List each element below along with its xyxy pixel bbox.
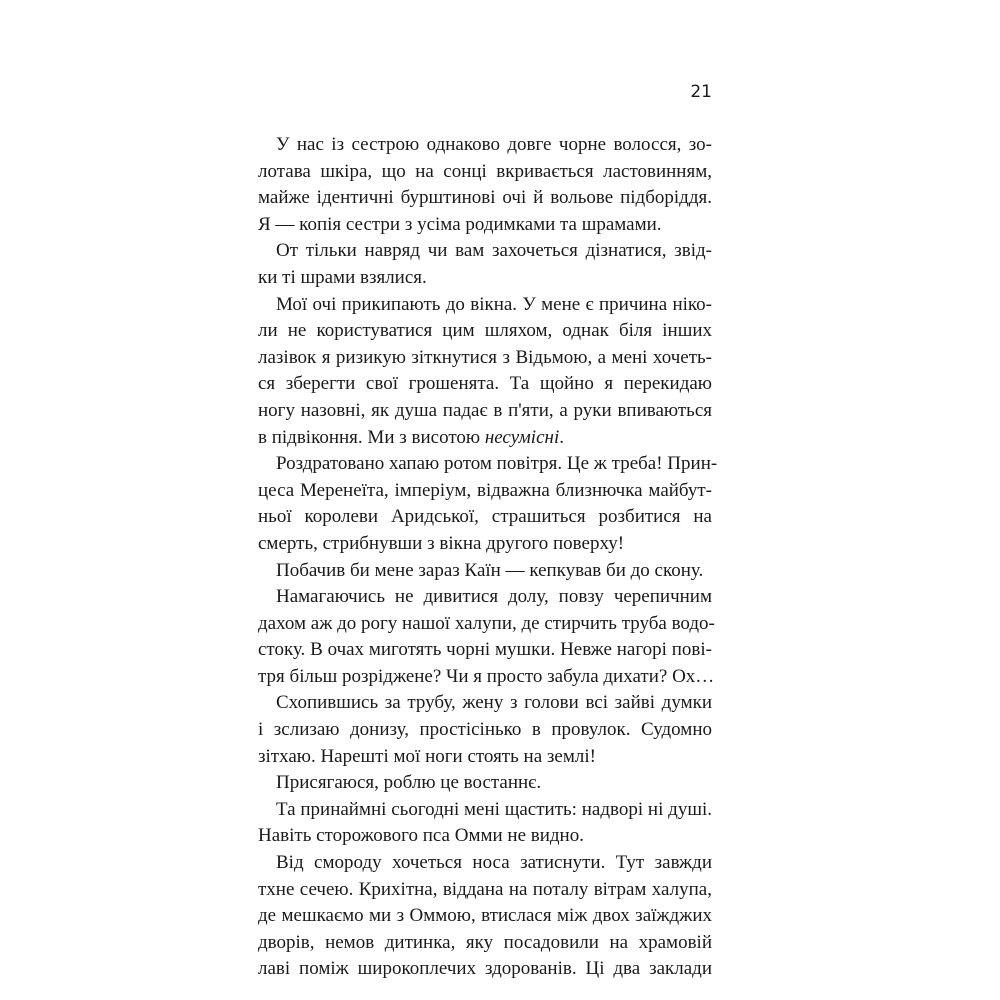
text-line: ногу назовні, як душа падає в п'яти, а руки впиваються <box>258 399 712 421</box>
text-line: тря більш розріджене? Чи я просто забула дихати? Ох… <box>258 665 715 687</box>
text-line: цеса Меренеїта, імперіум, відважна близнючка майбут- <box>258 479 712 501</box>
paragraph <box>258 584 715 690</box>
text-line: Роздратовано хапаю ротом повітря. Це ж треба! Прин- <box>276 453 718 475</box>
emphasized-word: несумісні <box>484 426 560 448</box>
paragraph <box>258 558 712 585</box>
text-line: ли не користуватися цим шляхом, однак біля інших <box>258 320 712 342</box>
paragraph <box>258 797 712 850</box>
paragraph <box>258 132 712 238</box>
text-line: стоку. В очах миготять чорні мушки. Невже нагорі пові- <box>258 639 712 661</box>
paragraph <box>258 238 712 291</box>
text-line: де мешкаємо ми з Оммою, втислася між двох заїжджих <box>258 905 712 927</box>
paragraph <box>258 451 718 557</box>
page-number: 21 <box>690 82 712 102</box>
text-line: майже ідентичні бурштинові очі й вольове підборіддя. <box>258 187 712 209</box>
text-line: Навіть сторожового пса Омми не видно. <box>258 825 584 847</box>
text-line: лазівок я ризикую зіткнутися з Відьмою, а мені хочеть- <box>258 346 712 368</box>
text-line: дахом аж до рогу нашої халупи, де стирчить труба водо- <box>258 612 715 634</box>
text-line: Мої очі прикипають до вікна. У мене є причина ніко- <box>276 293 712 315</box>
text-line: лотава шкіра, що на сонці вкривається ластовинням, <box>258 160 712 182</box>
paragraph <box>258 292 712 452</box>
text-line: Присягаюся, роблю це востаннє. <box>276 772 542 794</box>
text-line: лаві поміж широкоплечих здорованів. Ці два заклади <box>258 958 712 980</box>
text-line: Від смороду хочеться носа затиснути. Тут завжди <box>276 852 712 874</box>
text-segment: . <box>559 426 564 448</box>
paragraph <box>258 770 712 797</box>
text-line: У нас із сестрою однаково довге чорне волосся, зо- <box>276 134 712 155</box>
text-line: Та принаймні сьогодні мені щастить: надворі ні душі. <box>276 798 712 820</box>
text-line: Побачив би мене зараз Каїн — кепкував би до скону. <box>276 559 704 581</box>
text-line: дворів, немов дитинка, яку посадовили на храмовій <box>258 931 712 953</box>
text-line: смерть, стрибнувши з вікна другого поверху! <box>258 532 625 554</box>
text-line: тхне сечею. Крихітна, віддана на поталу вітрам халупа, <box>258 878 712 900</box>
text-line: зітхаю. Нарешті мої ноги стоять на землі! <box>258 745 596 767</box>
paragraph <box>258 850 712 983</box>
text-line: і зслизаю донизу, простісінько в провулок. Судомно <box>258 719 712 741</box>
text-line: Намагаючись не дивитися долу, повзу черепичним <box>276 586 712 608</box>
text-line-with-emphasis <box>258 425 712 452</box>
body-text <box>258 132 718 983</box>
text-line: ньої королеви Аридської, страшиться розбитися на <box>258 506 712 528</box>
text-line: Схопившись за трубу, жену з голови всі зайві думки <box>276 692 712 714</box>
text-segment: в підвіконня. Ми з висотою <box>258 426 481 448</box>
text-line: ся зберегти свої грошенята. Та щойно я перекидаю <box>258 373 712 395</box>
text-line: От тільки навряд чи вам захочеться дізнатися, звід- <box>276 240 712 262</box>
paragraph <box>258 690 712 770</box>
text-line: ки ті шрами взялися. <box>258 266 427 288</box>
text-line: Я — копія сестри з усіма родимками та шрамами. <box>258 213 662 235</box>
